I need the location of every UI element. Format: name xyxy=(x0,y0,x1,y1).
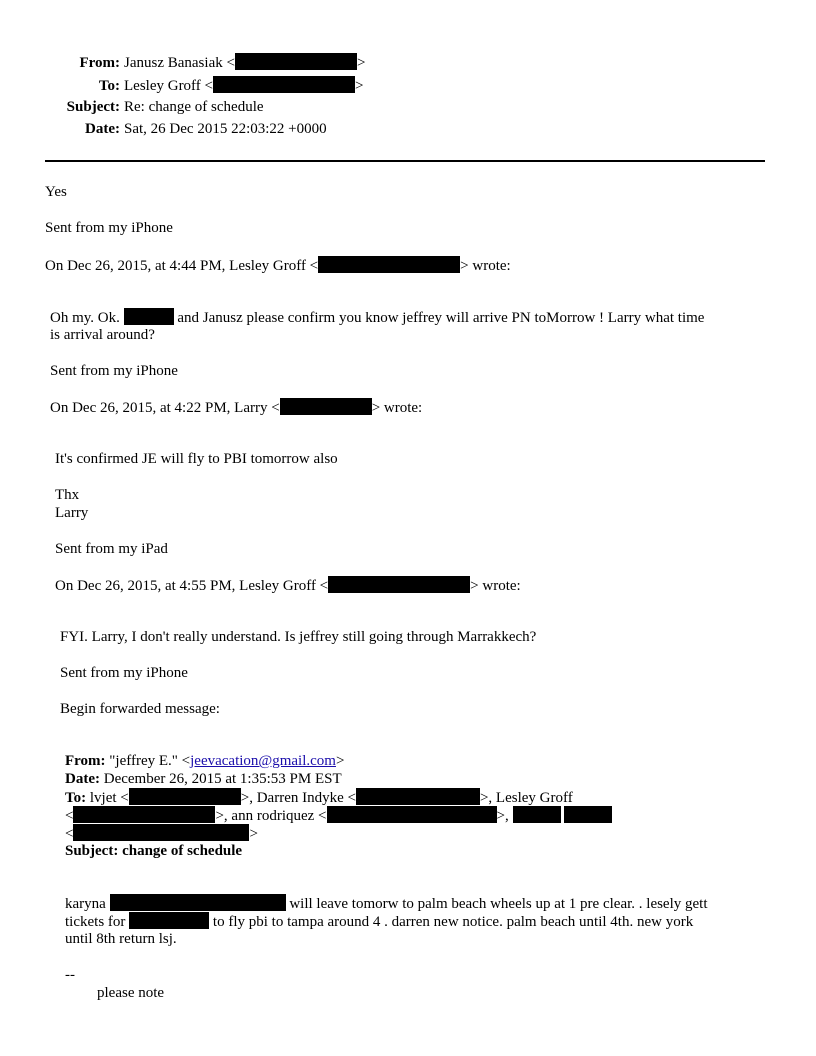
attribution-text: On Dec 26, 2015, at 4:55 PM, Lesley Groff < xyxy=(55,578,329,594)
attribution-end: > wrote: xyxy=(371,400,423,416)
redaction xyxy=(318,256,460,273)
header-date-row xyxy=(0,120,327,138)
header-to-row xyxy=(0,76,363,95)
fwd-date-value: December 26, 2015 at 1:35:53 PM EST xyxy=(103,771,342,787)
fwd-date-label: Date: xyxy=(65,771,100,787)
signature-separator: -- xyxy=(65,967,75,983)
redaction xyxy=(327,806,497,823)
quote-text: and Janusz please confirm you know jeffrey will arrive PN toMorrow ! Larry what time xyxy=(177,310,705,326)
recipient-text: >, ann rodriquez < xyxy=(215,808,327,824)
quoted-message-line xyxy=(50,308,704,327)
quoted-message-line: is arrival around? xyxy=(50,327,155,343)
close-bracket: > xyxy=(335,753,345,769)
signature: Sent from my iPad xyxy=(55,541,168,557)
header-subject-row xyxy=(0,98,264,116)
from-value: Janusz Banasiak < xyxy=(124,55,235,71)
recipient-text: >, Darren Indyke < xyxy=(240,790,356,806)
message-text: tickets for xyxy=(65,914,126,930)
redaction xyxy=(124,308,174,325)
fwd-to-row-2 xyxy=(65,806,612,825)
quoted-message-line: Thx xyxy=(55,487,80,503)
redaction xyxy=(129,788,241,805)
fwd-from-row xyxy=(65,752,344,770)
fwd-to-label: To: xyxy=(65,790,87,806)
close-bracket: > xyxy=(356,55,366,71)
fwd-message-line xyxy=(65,912,693,931)
header-divider xyxy=(45,160,765,162)
fwd-from-label: From: xyxy=(65,753,106,769)
quote-attribution xyxy=(50,398,422,417)
quoted-message-line: Larry xyxy=(55,505,89,521)
message-text: karyna xyxy=(65,896,106,912)
attribution-text: On Dec 26, 2015, at 4:22 PM, Larry < xyxy=(50,400,280,416)
redaction xyxy=(110,894,286,911)
attribution-end: > wrote: xyxy=(470,578,521,594)
subject-label: Subject: xyxy=(66,99,120,115)
redaction xyxy=(73,806,215,823)
recipient-text: >, Lesley Groff xyxy=(479,790,573,806)
redaction xyxy=(513,806,561,823)
redaction xyxy=(213,76,355,93)
redaction xyxy=(280,398,372,415)
email-link[interactable]: jeevacation@gmail.com xyxy=(190,753,336,769)
from-label: From: xyxy=(79,55,120,71)
recipient-text: lvjet < xyxy=(89,790,129,806)
signature-note: please note xyxy=(97,985,165,1001)
signature: Sent from my iPhone xyxy=(50,363,178,379)
quoted-message-line: FYI. Larry, I don't really understand. Is jeffrey still going through Marrakkech? xyxy=(60,629,537,645)
quote-attribution xyxy=(55,576,521,595)
redaction xyxy=(564,806,612,823)
message-text: to fly pbi to tampa around 4 . darren new notice. palm beach until 4th. new york xyxy=(212,914,694,930)
fwd-from-value: "jeffrey E." < xyxy=(109,753,191,769)
recipient-text: < xyxy=(65,808,74,824)
quote-attribution xyxy=(45,256,511,275)
fwd-to-row xyxy=(65,788,573,807)
redaction xyxy=(328,576,470,593)
forward-intro: Begin forwarded message: xyxy=(60,701,220,717)
date-value: Sat, 26 Dec 2015 22:03:22 +0000 xyxy=(124,121,327,137)
attribution-text: On Dec 26, 2015, at 4:44 PM, Lesley Groff < xyxy=(45,258,319,274)
recipient-text: < xyxy=(65,826,74,842)
redaction xyxy=(235,53,357,70)
fwd-subject: Subject: change of schedule xyxy=(65,843,243,859)
reply-text: Yes xyxy=(45,184,67,200)
to-value: Lesley Groff < xyxy=(124,78,213,94)
close-bracket: > xyxy=(355,78,364,94)
fwd-message-line: until 8th return lsj. xyxy=(65,931,177,947)
quoted-message-line: It's confirmed JE will fly to PBI tomorrow also xyxy=(55,451,338,467)
fwd-date-row xyxy=(65,770,342,788)
date-label: Date: xyxy=(85,121,120,137)
fwd-message-line xyxy=(65,894,708,913)
redaction xyxy=(356,788,480,805)
signature: Sent from my iPhone xyxy=(45,220,173,236)
quote-text: Oh my. Ok. xyxy=(50,310,120,326)
redaction xyxy=(129,912,209,929)
subject-value: Re: change of schedule xyxy=(124,99,264,115)
attribution-end: > wrote: xyxy=(460,258,511,274)
fwd-to-row-3 xyxy=(65,824,258,843)
recipient-text: > xyxy=(249,826,258,842)
recipient-text: >, xyxy=(496,808,509,824)
signature: Sent from my iPhone xyxy=(60,665,188,681)
redaction xyxy=(73,824,249,841)
header-from-row xyxy=(0,53,365,72)
message-text: will leave tomorw to palm beach wheels up at 1 pre clear. . lesely gett xyxy=(289,896,708,912)
to-label: To: xyxy=(98,78,120,94)
